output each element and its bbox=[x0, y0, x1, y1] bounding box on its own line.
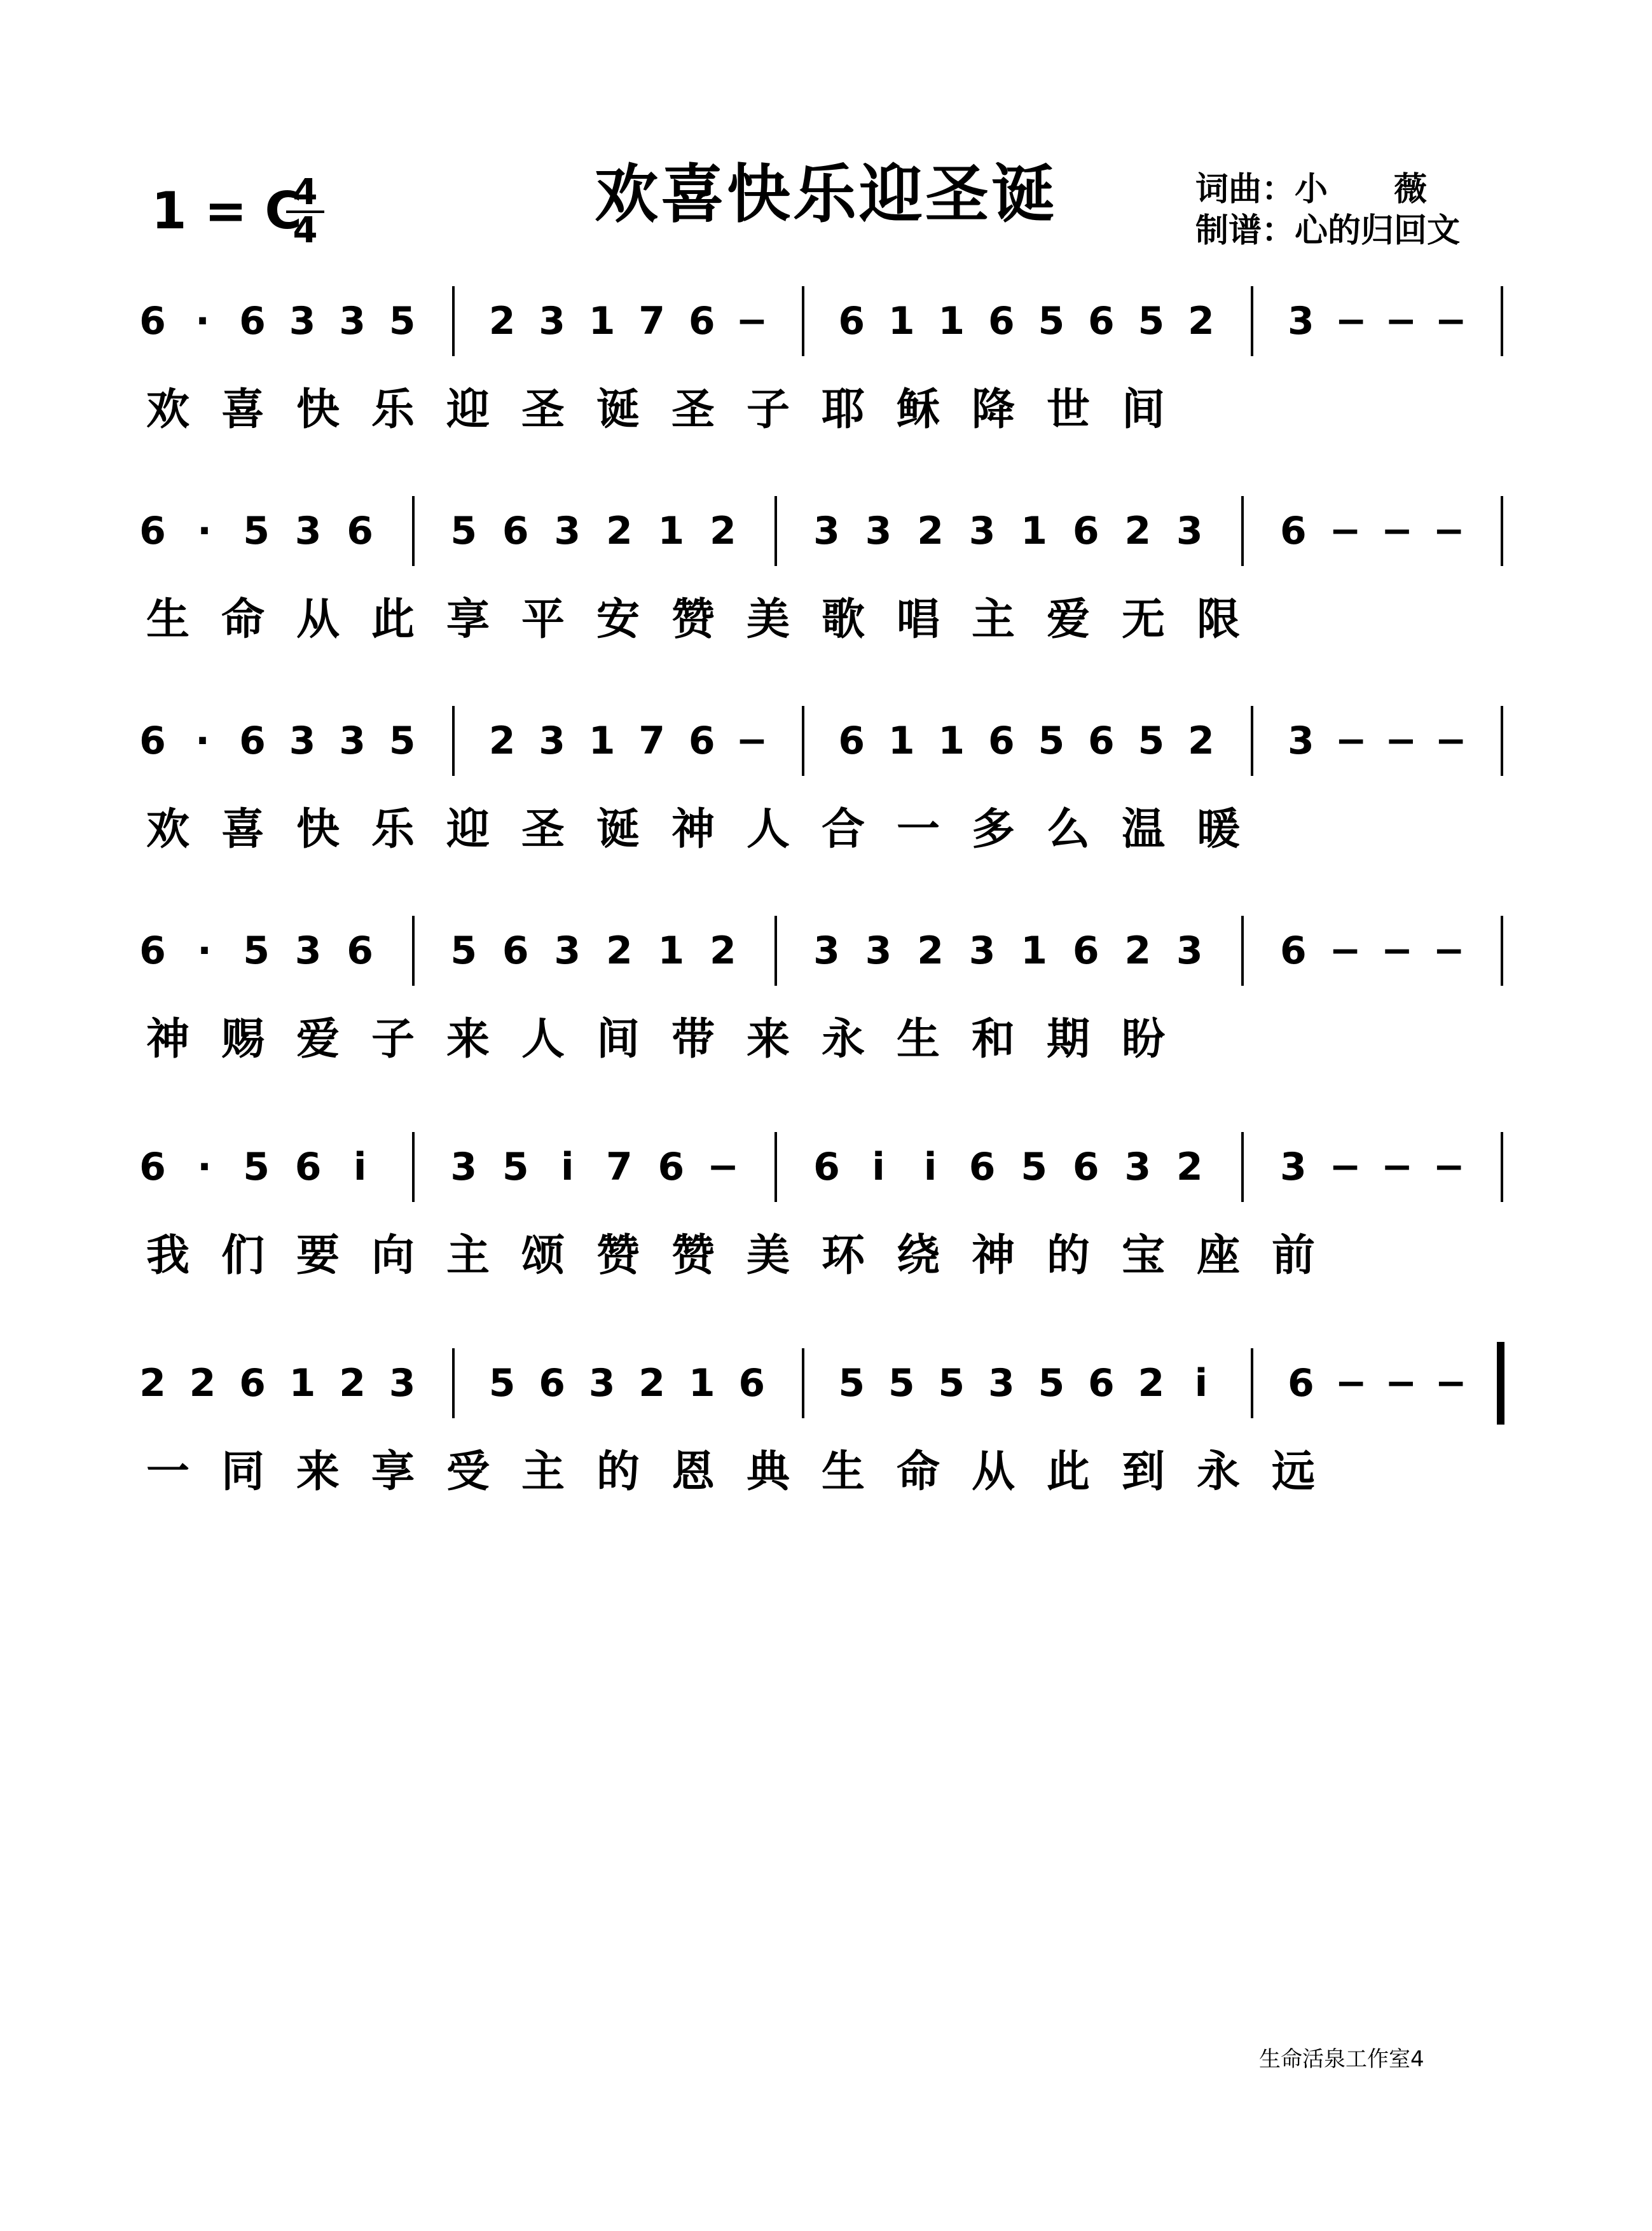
note: 6 bbox=[347, 509, 374, 553]
note: 1 bbox=[888, 299, 915, 343]
bar-line bbox=[774, 916, 777, 986]
note: 3 bbox=[968, 929, 996, 973]
note-dash: − bbox=[1335, 719, 1367, 763]
note: 2 bbox=[139, 1361, 166, 1406]
dot-mark: · bbox=[197, 929, 212, 973]
note: 1 bbox=[657, 929, 685, 973]
note: 2 bbox=[710, 509, 736, 553]
note: 2 bbox=[488, 719, 516, 763]
bar-line bbox=[1501, 916, 1503, 986]
note-dash: − bbox=[1380, 929, 1414, 973]
note: 1 bbox=[588, 719, 616, 763]
note: 5 bbox=[243, 1145, 270, 1189]
note: 3 bbox=[289, 719, 316, 763]
note: 5 bbox=[1038, 719, 1065, 763]
score-line bbox=[0, 471, 1652, 674]
note: 5 bbox=[1038, 1361, 1065, 1406]
note-dash: − bbox=[1433, 1145, 1465, 1189]
bar-line bbox=[412, 496, 415, 566]
lyrics-music-credit: 词曲：小 薇 bbox=[1195, 170, 1428, 209]
note: 6 bbox=[1279, 509, 1307, 553]
bar-line bbox=[774, 1132, 777, 1202]
footer-label: 生命活泉工作室4 bbox=[1259, 2047, 1424, 2072]
note: 6 bbox=[1288, 1361, 1314, 1406]
note: 6 bbox=[1072, 929, 1099, 973]
note: 6 bbox=[139, 1145, 166, 1189]
note: 7 bbox=[605, 1145, 633, 1189]
time-signature-denominator: 4 bbox=[293, 210, 318, 251]
note-dash: − bbox=[736, 719, 768, 763]
note: 1 bbox=[938, 299, 965, 343]
dot-mark: · bbox=[195, 719, 210, 763]
note: 3 bbox=[1176, 929, 1203, 973]
bar-line bbox=[774, 496, 777, 566]
lyrics-line: 一同来享受主的恩典生命从此到永远 bbox=[146, 1447, 1347, 1497]
note: 3 bbox=[865, 929, 892, 973]
bar-line bbox=[1501, 706, 1503, 776]
note: 2 bbox=[917, 929, 944, 973]
note-dash: − bbox=[1380, 509, 1414, 553]
note-dash: − bbox=[1435, 719, 1467, 763]
note: 2 bbox=[605, 509, 633, 553]
note: 2 bbox=[605, 929, 633, 973]
notes-row bbox=[0, 1107, 1652, 1234]
note: 5 bbox=[450, 509, 478, 553]
note: 6 bbox=[139, 299, 166, 343]
note: 2 bbox=[1124, 929, 1152, 973]
note: 1 bbox=[888, 719, 915, 763]
note-dash: − bbox=[1433, 509, 1465, 553]
note: 5 bbox=[888, 1361, 915, 1406]
score-line bbox=[0, 1323, 1652, 1526]
score-line bbox=[0, 890, 1652, 1094]
note: 6 bbox=[139, 719, 166, 763]
note: 3 bbox=[339, 299, 366, 343]
note: 2 bbox=[1176, 1145, 1203, 1189]
note: 1 bbox=[657, 509, 685, 553]
note: 5 bbox=[243, 509, 270, 553]
note: 6 bbox=[813, 1145, 840, 1189]
bar-line bbox=[1251, 706, 1253, 776]
bar-line bbox=[802, 1348, 804, 1418]
note: 3 bbox=[1279, 1145, 1307, 1189]
note: 3 bbox=[554, 929, 581, 973]
note: 6 bbox=[539, 1361, 566, 1406]
note: 5 bbox=[1138, 299, 1165, 343]
note: 5 bbox=[488, 1361, 516, 1406]
note: 2 bbox=[1188, 719, 1215, 763]
note: 5 bbox=[389, 719, 416, 763]
note-dash: − bbox=[1384, 1361, 1417, 1406]
note: 3 bbox=[450, 1145, 478, 1189]
note: 3 bbox=[813, 929, 840, 973]
bar-line bbox=[452, 1348, 455, 1418]
final-bar-line bbox=[1497, 1342, 1504, 1425]
note: 5 bbox=[389, 299, 416, 343]
note: 6 bbox=[1087, 1361, 1115, 1406]
note: 6 bbox=[738, 1361, 766, 1406]
note: 2 bbox=[710, 929, 736, 973]
bar-line bbox=[1241, 1132, 1244, 1202]
notes-row bbox=[0, 471, 1652, 598]
note-dash: − bbox=[706, 1145, 740, 1189]
lyrics-line: 欢喜快乐迎圣诞圣子耶稣降世间 bbox=[146, 385, 1197, 435]
note: 6 bbox=[239, 299, 266, 343]
note: 2 bbox=[1124, 509, 1152, 553]
lyrics-line: 欢喜快乐迎圣诞神人合一多么温暖 bbox=[146, 805, 1272, 855]
bar-line bbox=[1501, 286, 1503, 356]
note: 5 bbox=[938, 1361, 965, 1406]
notes-row bbox=[0, 890, 1652, 1018]
note: i bbox=[353, 1145, 367, 1189]
note: 3 bbox=[988, 1361, 1015, 1406]
note-dash: − bbox=[1435, 299, 1467, 343]
note: 3 bbox=[289, 299, 316, 343]
note: 3 bbox=[588, 1361, 616, 1406]
note: 6 bbox=[239, 719, 266, 763]
note: 3 bbox=[865, 509, 892, 553]
note-dash: − bbox=[736, 299, 768, 343]
note: 6 bbox=[988, 299, 1015, 343]
note-dash: − bbox=[1335, 1361, 1367, 1406]
note: 6 bbox=[657, 1145, 685, 1189]
note: 3 bbox=[539, 719, 566, 763]
note: 6 bbox=[1072, 509, 1099, 553]
bar-line bbox=[412, 916, 415, 986]
bar-line bbox=[452, 706, 455, 776]
score-line bbox=[0, 1107, 1652, 1310]
note: 3 bbox=[1176, 509, 1203, 553]
note: 1 bbox=[289, 1361, 316, 1406]
note: 3 bbox=[813, 509, 840, 553]
time-signature-numerator: 4 bbox=[286, 175, 324, 213]
note: 6 bbox=[838, 299, 865, 343]
note-dash: − bbox=[1329, 929, 1361, 973]
note: 5 bbox=[838, 1361, 865, 1406]
bar-line bbox=[452, 286, 455, 356]
note-dash: − bbox=[1380, 1145, 1414, 1189]
note: 6 bbox=[502, 929, 529, 973]
note: 5 bbox=[502, 1145, 529, 1189]
dot-mark: · bbox=[195, 299, 210, 343]
song-title: 欢喜快乐迎圣诞 bbox=[595, 157, 1057, 231]
note: 3 bbox=[968, 509, 996, 553]
note: 2 bbox=[189, 1361, 216, 1406]
note: 1 bbox=[1021, 929, 1048, 973]
note-dash: − bbox=[1384, 719, 1417, 763]
note: 3 bbox=[1288, 299, 1314, 343]
lyrics-line: 神赐爱子来人间带来永生和期盼 bbox=[146, 1014, 1197, 1065]
note: 2 bbox=[1188, 299, 1215, 343]
note: 6 bbox=[688, 719, 715, 763]
note-dash: − bbox=[1329, 1145, 1361, 1189]
note: 6 bbox=[1087, 299, 1115, 343]
note: 1 bbox=[588, 299, 616, 343]
note: 5 bbox=[1038, 299, 1065, 343]
note-dash: − bbox=[1329, 509, 1361, 553]
bar-line bbox=[1251, 286, 1253, 356]
bar-line bbox=[1501, 1132, 1503, 1202]
note: 1 bbox=[938, 719, 965, 763]
note: 6 bbox=[1087, 719, 1115, 763]
note: 1 bbox=[1021, 509, 1048, 553]
dot-mark: · bbox=[197, 509, 212, 553]
lyrics-line: 我们要向主颂赞赞美环绕神的宝座前 bbox=[146, 1231, 1347, 1281]
note: 6 bbox=[838, 719, 865, 763]
note: 6 bbox=[347, 929, 374, 973]
note: 3 bbox=[1288, 719, 1314, 763]
score-line bbox=[0, 261, 1652, 464]
note: 6 bbox=[968, 1145, 996, 1189]
note: 3 bbox=[1124, 1145, 1152, 1189]
notes-row bbox=[0, 1323, 1652, 1450]
note: 6 bbox=[988, 719, 1015, 763]
note-dash: − bbox=[1435, 1361, 1467, 1406]
note: 2 bbox=[1138, 1361, 1165, 1406]
lyrics-line: 生命从此享平安赞美歌唱主爱无限 bbox=[146, 595, 1272, 645]
note: 5 bbox=[1021, 1145, 1048, 1189]
note-dash: − bbox=[1335, 299, 1367, 343]
note: 2 bbox=[638, 1361, 666, 1406]
note: 6 bbox=[139, 509, 166, 553]
note: 1 bbox=[688, 1361, 715, 1406]
note: 2 bbox=[917, 509, 944, 553]
time-signature bbox=[286, 172, 324, 251]
bar-line bbox=[412, 1132, 415, 1202]
arranger-credit: 制谱：心的归回文 bbox=[1195, 212, 1461, 250]
bar-line bbox=[1241, 916, 1244, 986]
bar-line bbox=[802, 706, 804, 776]
bar-line bbox=[802, 286, 804, 356]
key-signature: 1 = C bbox=[151, 181, 303, 240]
note: 7 bbox=[638, 299, 666, 343]
bar-line bbox=[1241, 496, 1244, 566]
note-dash: − bbox=[1433, 929, 1465, 973]
note: 3 bbox=[294, 929, 322, 973]
note: 3 bbox=[554, 509, 581, 553]
note: i bbox=[561, 1145, 574, 1189]
note: 3 bbox=[389, 1361, 416, 1406]
note: 6 bbox=[139, 929, 166, 973]
note: 6 bbox=[688, 299, 715, 343]
note: i bbox=[872, 1145, 885, 1189]
note: 2 bbox=[488, 299, 516, 343]
note: 5 bbox=[243, 929, 270, 973]
note: 6 bbox=[1072, 1145, 1099, 1189]
note: 3 bbox=[539, 299, 566, 343]
notes-row bbox=[0, 680, 1652, 808]
note: 3 bbox=[294, 509, 322, 553]
bar-line bbox=[1501, 496, 1503, 566]
note: 7 bbox=[638, 719, 666, 763]
note: i bbox=[923, 1145, 937, 1189]
note: 3 bbox=[339, 719, 366, 763]
score-line bbox=[0, 680, 1652, 884]
note: 5 bbox=[1138, 719, 1165, 763]
bar-line bbox=[1251, 1348, 1253, 1418]
note: 6 bbox=[294, 1145, 322, 1189]
note: 6 bbox=[1279, 929, 1307, 973]
dot-mark: · bbox=[197, 1145, 212, 1189]
notes-row bbox=[0, 261, 1652, 388]
note: 2 bbox=[339, 1361, 366, 1406]
note-dash: − bbox=[1384, 299, 1417, 343]
note: 6 bbox=[239, 1361, 266, 1406]
note: 5 bbox=[450, 929, 478, 973]
note: 6 bbox=[502, 509, 529, 553]
note: i bbox=[1194, 1361, 1208, 1406]
